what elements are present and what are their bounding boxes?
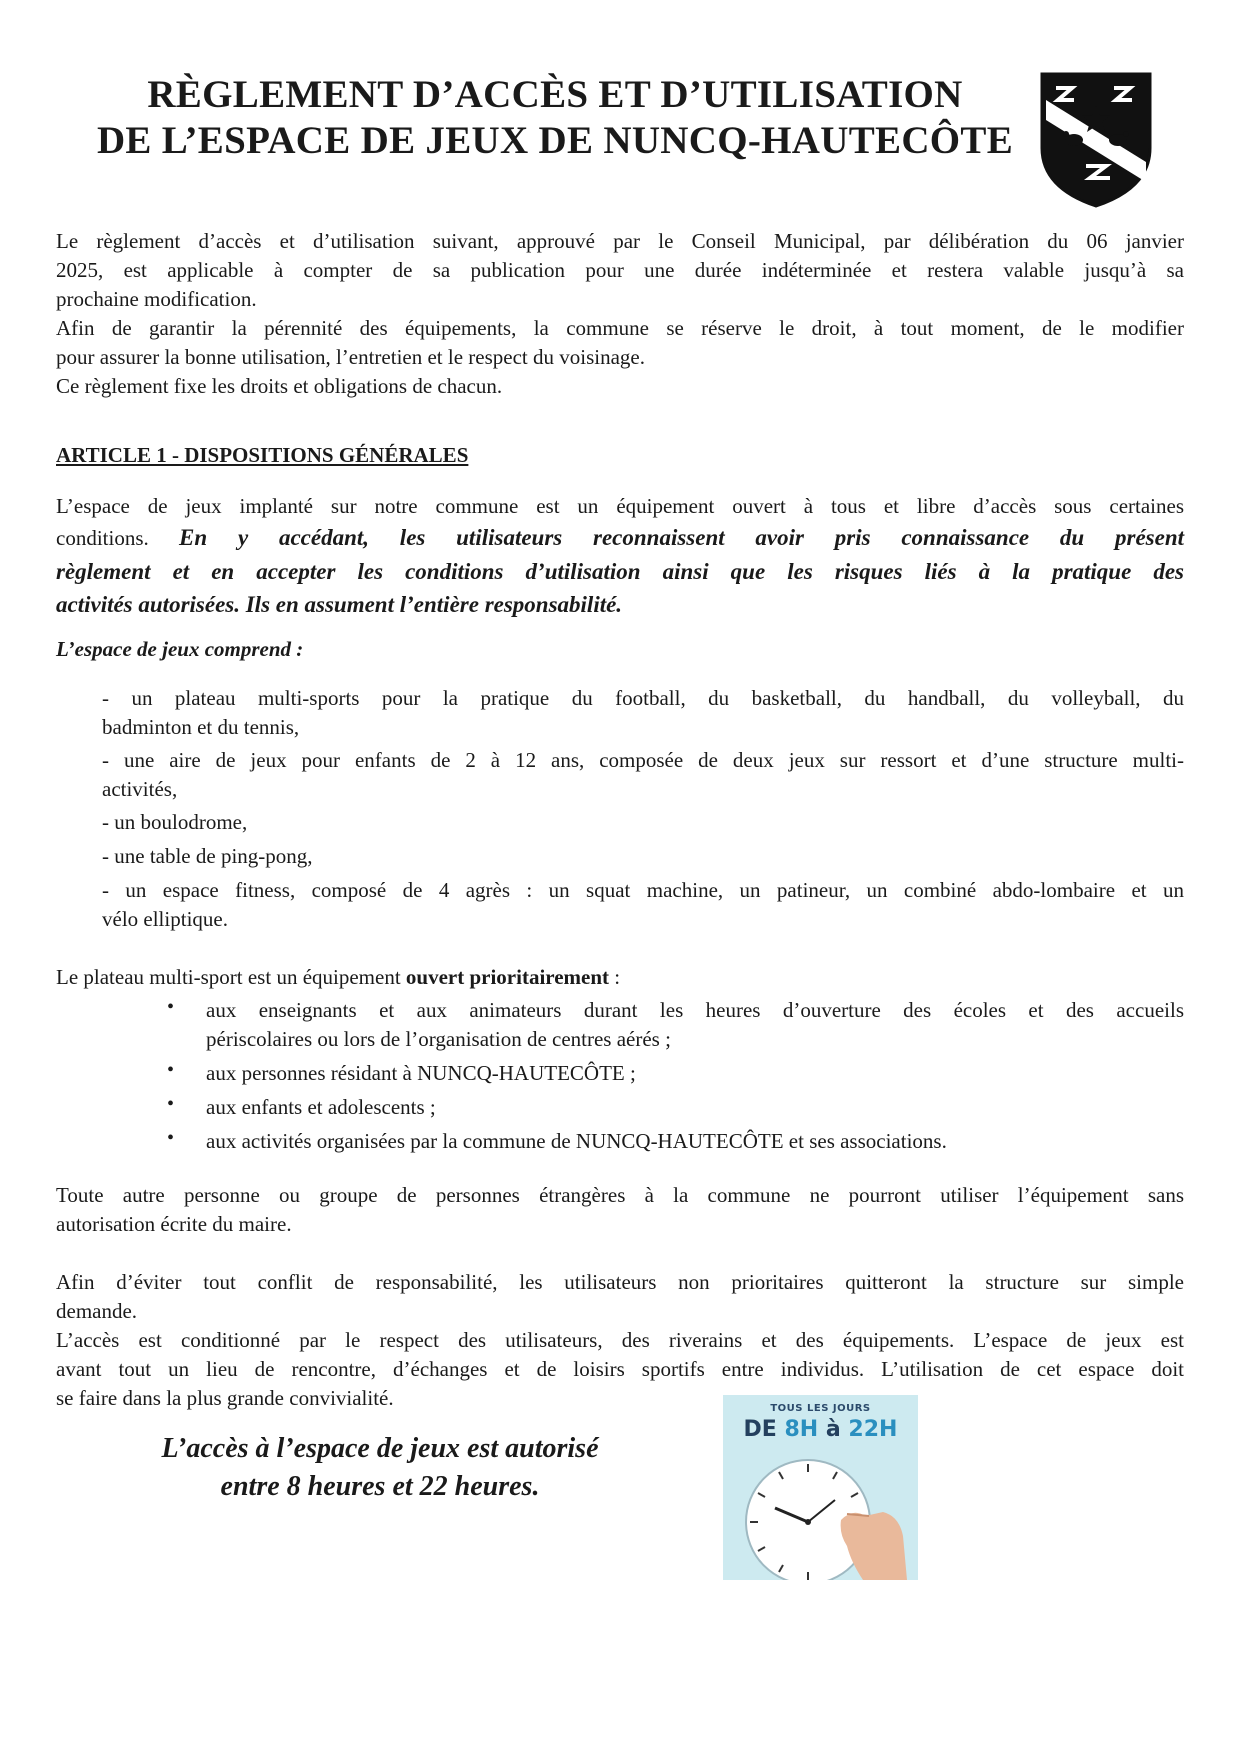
conditions-text: conditions.: [56, 526, 149, 550]
intro-line: pour assurer la bonne utilisation, l’entretien et le respect du voisinage.: [56, 345, 645, 369]
bullet-line: aux enfants et adolescents ;: [206, 1095, 436, 1119]
list-item: [102, 746, 1184, 804]
list-item-line: - une aire de jeux pour enfants de 2 à 12 ans, composée de deux jeux sur ressort et d’une structure multi-: [102, 748, 1184, 772]
non-resident-paragraph: [56, 1181, 1184, 1239]
paragraph-line: avant tout un lieu de rencontre, d’échanges et de loisirs sportifs entre individus. L’utilisation de cet espace doit: [56, 1357, 1184, 1381]
hours-text: à: [818, 1417, 849, 1442]
paragraph-line: L’accès est conditionné par le respect des utilisateurs, des riverains et des équipements. L’espace de jeux est: [56, 1328, 1184, 1352]
bullet-item: [206, 996, 1184, 1054]
access-line: entre 8 heures et 22 heures.: [220, 1471, 540, 1502]
intro-line: Ce règlement fixe les droits et obligations de chacun.: [56, 374, 503, 398]
paragraph-line: L’espace de jeux implanté sur notre commune est un équipement ouvert à tous et libre d’accès sous certaines: [56, 494, 1184, 518]
bullet-item: [206, 1059, 1184, 1088]
title-line-2: DE L’ESPACE DE JEUX DE NUNCQ-HAUTECÔTE: [96, 119, 1014, 162]
list-item-line: activités,: [102, 777, 178, 801]
opening-hours-image: [723, 1395, 918, 1580]
hours-start: 8H: [784, 1417, 819, 1442]
paragraph-line: autorisation écrite du maire.: [56, 1212, 292, 1236]
paragraph-line: se faire dans la plus grande convivialité.: [56, 1386, 394, 1410]
list-item: [102, 684, 1184, 742]
paragraph-line: demande.: [56, 1299, 138, 1323]
paragraph-line: Toute autre personne ou groupe de personnes étrangères à la commune ne pourront utiliser l’équipement sans: [56, 1183, 1184, 1207]
emphasis-text: activités autorisées. Ils en assument l’entière responsabilité.: [56, 592, 623, 617]
bullet-icon: •: [167, 996, 175, 1018]
bullet-item: [206, 1127, 1184, 1156]
bullet-line: aux activités organisées par la commune de NUNCQ-HAUTECÔTE et ses associations.: [206, 1129, 947, 1153]
conduct-paragraph: [56, 1268, 1184, 1413]
coat-of-arms-icon: [1038, 70, 1154, 210]
bullet-line: aux personnes résidant à NUNCQ-HAUTECÔTE ;: [206, 1061, 636, 1085]
hours-text: DE: [743, 1417, 785, 1442]
list-item-line: - un boulodrome,: [102, 810, 248, 834]
paragraph-line: [56, 521, 1184, 555]
bullet-icon: •: [167, 1059, 175, 1081]
priority-text: :: [609, 965, 621, 989]
emphasis-text: règlement et en accepter les conditions d’utilisation ainsi que les risques liés à la pratique des: [56, 559, 1184, 584]
intro-line: prochaine modification.: [56, 287, 257, 311]
intro-paragraph: [56, 227, 1184, 401]
intro-line: Afin de garantir la pérennité des équipements, la commune se réserve le droit, à tout moment, de le modifier: [56, 316, 1184, 340]
priority-text: Le plateau multi-sport est un équipement: [56, 965, 406, 989]
article-1-heading: ARTICLE 1 - DISPOSITIONS GÉNÉRALES: [56, 443, 469, 467]
clock-icon: [723, 1450, 918, 1580]
bullet-line: aux enseignants et aux animateurs durant les heures d’ouverture des écoles et des accueils: [206, 998, 1184, 1022]
intro-line: Le règlement d’accès et d’utilisation suivant, approuvé par le Conseil Municipal, par délibération du 06 janvier: [56, 229, 1184, 253]
bullet-item: [206, 1093, 1184, 1122]
list-item: [102, 876, 1184, 934]
intro-line: 2025, est applicable à compter de sa publication pour une durée indéterminée et restera valable jusqu’à sa: [56, 258, 1184, 282]
emphasis-text: En y accédant, les utilisateurs reconnaissent avoir pris connaissance du présent: [179, 525, 1184, 550]
page-title: [60, 72, 1050, 164]
list-item: [102, 808, 1184, 837]
bullet-icon: •: [167, 1093, 175, 1115]
list-item: [102, 842, 1184, 871]
access-hours-statement: [110, 1430, 650, 1506]
priority-bold-text: ouvert prioritairement: [405, 965, 610, 989]
hours-label: [723, 1417, 918, 1442]
title-line-1: RÈGLEMENT D’ACCÈS ET D’UTILISATION: [147, 73, 963, 116]
every-day-label: TOUS LES JOURS: [770, 1403, 871, 1414]
list-item-line: vélo elliptique.: [102, 907, 228, 931]
access-line: L’accès à l’espace de jeux est autorisé: [161, 1433, 599, 1464]
list-item-line: - une table de ping-pong,: [102, 844, 313, 868]
list-item-line: badminton et du tennis,: [102, 715, 300, 739]
paragraph-line: Afin d’éviter tout conflit de responsabilité, les utilisateurs non prioritaires quitteront la structure sur simple: [56, 1270, 1184, 1294]
list-item-line: - un espace fitness, composé de 4 agrès : un squat machine, un patineur, un combiné abdo-lombaire et un: [102, 878, 1184, 902]
article-1-paragraph: [56, 492, 1184, 621]
priority-intro: [56, 963, 1184, 992]
list-item-line: - un plateau multi-sports pour la pratique du football, du basketball, du handball, du volleyball, du: [102, 686, 1184, 710]
hours-end: 22H: [848, 1417, 898, 1442]
space-label: L’espace de jeux comprend :: [56, 637, 304, 661]
bullet-icon: •: [167, 1127, 175, 1149]
bullet-line: périscolaires ou lors de l’organisation de centres aérés ;: [206, 1027, 671, 1051]
